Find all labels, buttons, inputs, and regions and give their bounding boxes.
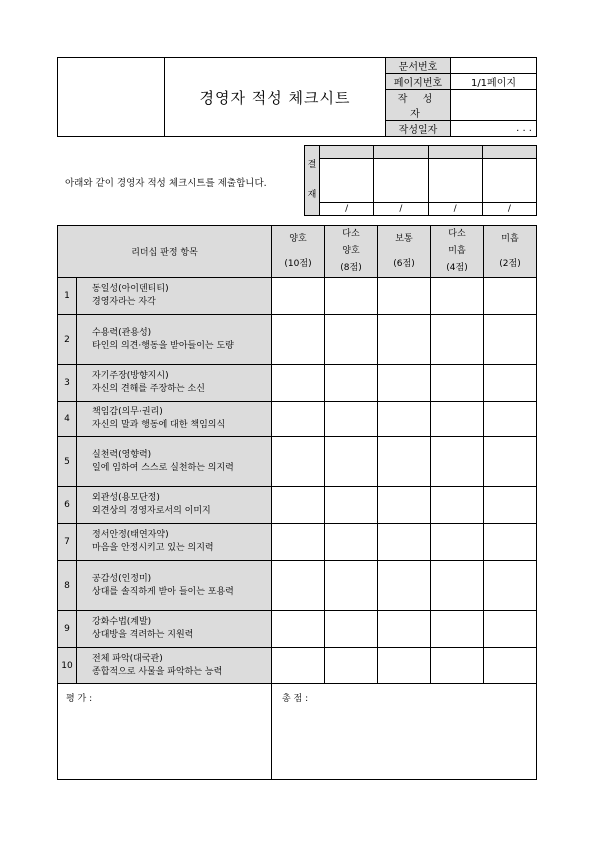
item-title: 수용력(관용성) — [92, 327, 152, 338]
total-score-label: 총 점 : — [282, 694, 309, 704]
document-header — [57, 57, 537, 137]
approval-date-1[interactable]: / — [320, 203, 374, 216]
author-value[interactable] — [451, 90, 537, 121]
score-cell[interactable] — [484, 561, 537, 611]
score-cell[interactable] — [378, 487, 431, 524]
table-row — [58, 611, 537, 648]
doc-number-value[interactable] — [451, 58, 537, 74]
table-row — [58, 365, 537, 402]
score-cell[interactable] — [272, 402, 325, 437]
item-cell — [77, 315, 272, 365]
item-number: 9 — [58, 611, 77, 648]
score-cell[interactable] — [484, 278, 537, 315]
score-cell[interactable] — [325, 648, 378, 684]
item-desc: 상대방을 격려하는 지원력 — [92, 630, 194, 640]
score-cell[interactable] — [325, 561, 378, 611]
grade-score: (2점) — [499, 258, 521, 269]
score-cell[interactable] — [272, 561, 325, 611]
score-cell[interactable] — [272, 487, 325, 524]
doc-number-label: 문서번호 — [386, 58, 451, 74]
score-cell[interactable] — [325, 402, 378, 437]
approval-sign-2[interactable] — [374, 159, 428, 203]
item-cell — [77, 437, 272, 487]
logo-area — [58, 58, 165, 137]
score-cell[interactable] — [484, 487, 537, 524]
score-cell[interactable] — [431, 561, 484, 611]
score-cell[interactable] — [431, 315, 484, 365]
date-value[interactable]: . . . — [451, 121, 537, 137]
page-number-value: 1/1페이지 — [451, 74, 537, 90]
table-row — [58, 278, 537, 315]
score-cell[interactable] — [272, 524, 325, 561]
approval-sign-3[interactable] — [428, 159, 482, 203]
score-cell[interactable] — [272, 648, 325, 684]
score-cell[interactable] — [378, 648, 431, 684]
table-row — [58, 437, 537, 487]
evaluation-field[interactable] — [58, 684, 272, 780]
score-cell[interactable] — [325, 524, 378, 561]
score-cell[interactable] — [484, 611, 537, 648]
grade-header-average — [378, 226, 431, 278]
score-cell[interactable] — [378, 365, 431, 402]
grade-header-good — [272, 226, 325, 278]
grade-header-fairly-poor — [431, 226, 484, 278]
item-column-header: 리더십 판정 항목 — [58, 226, 272, 278]
item-desc: 자신의 말과 행동에 대한 책임의식 — [92, 420, 226, 430]
approval-head-3 — [428, 146, 482, 159]
score-cell[interactable] — [431, 278, 484, 315]
score-cell[interactable] — [431, 365, 484, 402]
item-number: 10 — [58, 648, 77, 684]
approval-sign-4[interactable] — [482, 159, 536, 203]
item-title: 공감성(인정미) — [92, 573, 152, 584]
score-cell[interactable] — [484, 365, 537, 402]
evaluation-row — [58, 684, 537, 780]
item-number: 5 — [58, 437, 77, 487]
item-number: 7 — [58, 524, 77, 561]
item-cell — [77, 402, 272, 437]
score-cell[interactable] — [325, 437, 378, 487]
score-cell[interactable] — [378, 315, 431, 365]
evaluation-label: 평 가 : — [66, 694, 93, 704]
score-cell[interactable] — [325, 487, 378, 524]
grade-score: (4점) — [446, 263, 468, 273]
item-number: 8 — [58, 561, 77, 611]
item-cell — [77, 487, 272, 524]
item-desc: 일에 임하여 스스로 실천하는 의지력 — [92, 462, 234, 473]
approval-side-char-1: 결 — [307, 160, 317, 170]
item-number: 6 — [58, 487, 77, 524]
item-title: 외관성(용모단정) — [92, 493, 160, 503]
score-cell[interactable] — [378, 611, 431, 648]
grade-name: 다소 양호 — [342, 229, 360, 256]
item-number: 2 — [58, 315, 77, 365]
score-cell[interactable] — [484, 315, 537, 365]
item-desc: 경영자라는 자각 — [92, 297, 156, 307]
item-cell — [77, 561, 272, 611]
item-desc: 외견상의 경영자로서의 이미지 — [92, 506, 211, 516]
item-title: 전체 파악(대국관) — [92, 653, 163, 664]
item-title: 정서안정(태연자약) — [92, 530, 169, 540]
grade-score: (6점) — [393, 258, 415, 269]
item-title: 실천력(영향력) — [92, 449, 152, 460]
grade-header-poor — [484, 226, 537, 278]
item-desc: 타인의 의견·행동을 받아들이는 도량 — [92, 340, 234, 351]
intro-text: 아래와 같이 경영자 적성 체크시트를 제출합니다. — [65, 178, 267, 189]
item-desc: 자신의 견해를 주장하는 소신 — [92, 384, 205, 394]
grade-name: 양호 — [289, 233, 307, 244]
item-desc: 마음을 안정시키고 있는 의지력 — [92, 543, 214, 553]
score-cell[interactable] — [378, 437, 431, 487]
total-score-field[interactable] — [272, 684, 537, 780]
author-label: 작 성 자 — [386, 90, 451, 121]
score-cell[interactable] — [325, 315, 378, 365]
score-cell[interactable] — [378, 278, 431, 315]
item-desc: 상대를 솔직하게 받아 들이는 포용력 — [92, 586, 234, 597]
item-number: 1 — [58, 278, 77, 315]
score-cell[interactable] — [378, 524, 431, 561]
item-cell — [77, 365, 272, 402]
page-number-label: 페이지번호 — [386, 74, 451, 90]
approval-date-4[interactable]: / — [482, 203, 536, 216]
score-cell[interactable] — [272, 278, 325, 315]
score-cell[interactable] — [431, 402, 484, 437]
item-number: 4 — [58, 402, 77, 437]
approval-head-1 — [320, 146, 374, 159]
date-label: 작성일자 — [386, 121, 451, 137]
item-desc: 종합적으로 사물을 파악하는 능력 — [92, 666, 223, 677]
score-cell[interactable] — [272, 315, 325, 365]
score-cell[interactable] — [272, 437, 325, 487]
item-cell — [77, 648, 272, 684]
item-title: 강화수법(계발) — [92, 617, 152, 627]
grade-score: (8점) — [340, 263, 362, 273]
item-cell — [77, 524, 272, 561]
approval-head-2 — [374, 146, 428, 159]
item-title: 책임감(의무·권리) — [92, 407, 163, 417]
score-cell[interactable] — [325, 611, 378, 648]
table-row — [58, 402, 537, 437]
table-row — [58, 487, 537, 524]
score-cell[interactable] — [378, 402, 431, 437]
score-cell[interactable] — [431, 437, 484, 487]
approval-side-char-2: 재 — [307, 190, 317, 200]
item-title: 동일성(아이덴티티) — [92, 284, 169, 294]
grade-name: 다소 미흡 — [448, 229, 466, 256]
score-cell[interactable] — [272, 611, 325, 648]
table-row — [58, 315, 537, 365]
approval-box — [304, 145, 537, 216]
score-cell[interactable] — [431, 524, 484, 561]
approval-side-label — [305, 146, 320, 216]
grade-score: (10점) — [284, 258, 312, 269]
score-cell[interactable] — [378, 561, 431, 611]
approval-head-4 — [482, 146, 536, 159]
evaluation-table — [57, 225, 537, 780]
table-row — [58, 524, 537, 561]
score-cell[interactable] — [431, 648, 484, 684]
item-cell — [77, 611, 272, 648]
approval-date-2[interactable]: / — [374, 203, 428, 216]
score-cell[interactable] — [431, 487, 484, 524]
score-cell[interactable] — [484, 437, 537, 487]
score-cell[interactable] — [431, 611, 484, 648]
grade-name: 미흡 — [501, 233, 519, 244]
score-cell[interactable] — [325, 365, 378, 402]
approval-sign-1[interactable] — [320, 159, 374, 203]
score-cell[interactable] — [272, 365, 325, 402]
item-cell — [77, 278, 272, 315]
table-row — [58, 561, 537, 611]
score-cell[interactable] — [484, 402, 537, 437]
score-cell[interactable] — [325, 278, 378, 315]
item-title: 자기주장(방향지시) — [92, 371, 169, 381]
approval-date-3[interactable]: / — [428, 203, 482, 216]
table-row — [58, 648, 537, 684]
score-cell[interactable] — [484, 648, 537, 684]
grade-header-fairly-good — [325, 226, 378, 278]
document-title: 경영자 적성 체크시트 — [165, 58, 386, 137]
score-cell[interactable] — [484, 524, 537, 561]
grade-name: 보통 — [395, 233, 413, 244]
item-number: 3 — [58, 365, 77, 402]
